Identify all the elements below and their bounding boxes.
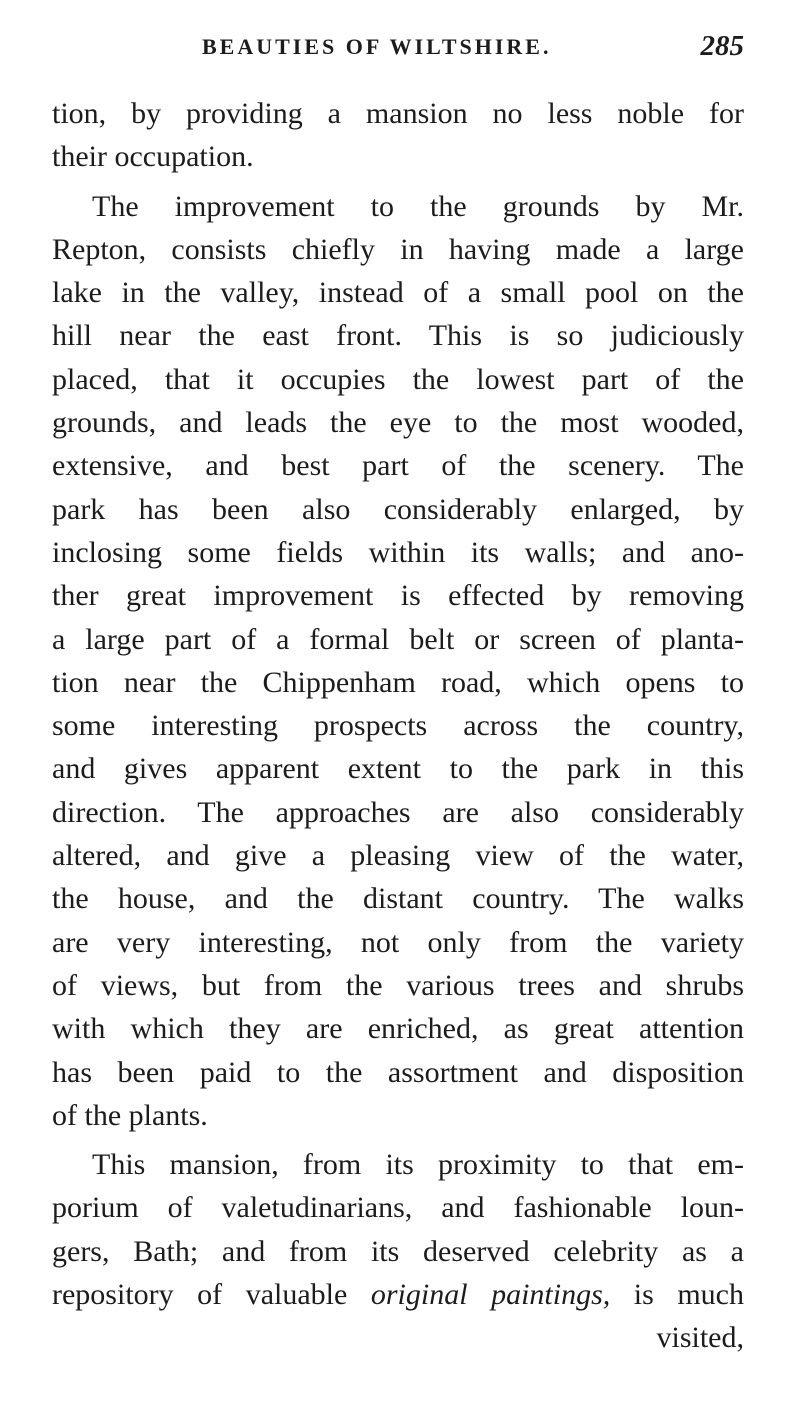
- text-line: and gives apparent extent to the park in this: [52, 752, 744, 786]
- text-line: tion near the Chippenham road, which opens to: [52, 665, 744, 699]
- text-line: inclosing some fields within its walls; and ano-: [52, 535, 744, 569]
- text-line: the house, and the distant country. The walks: [52, 882, 744, 916]
- text-line: extensive, and best part of the scenery. The: [52, 449, 744, 483]
- body-text: [52, 92, 744, 1360]
- text-line: hill near the east front. This is so judiciously: [52, 319, 744, 353]
- text-segment: is much: [610, 1278, 744, 1312]
- catchword: visited,: [656, 1321, 744, 1355]
- text-line: their occupation.: [52, 140, 254, 174]
- text-segment: repository of valuable: [52, 1278, 371, 1312]
- text-line: of views, but from the various trees and shrubs: [52, 968, 744, 1002]
- running-title: BEAUTIES OF WILTSHIRE.: [202, 34, 552, 59]
- page-number: 285: [700, 30, 744, 62]
- text-line: altered, and give a pleasing view of the water,: [52, 839, 744, 873]
- text-line: grounds, and leads the eye to the most wooded,: [52, 406, 744, 440]
- text-line: some interesting prospects across the country,: [52, 709, 744, 743]
- text-line: tion, by providing a mansion no less noble for: [52, 97, 744, 130]
- paragraph-first-line: This mansion, from its proximity to that em-: [92, 1148, 744, 1182]
- text-line-with-italics: [52, 1273, 744, 1316]
- text-line: of the plants.: [52, 1098, 208, 1132]
- text-line: with which they are enriched, as great attention: [52, 1012, 744, 1046]
- text-line: park has been also considerably enlarged, by: [52, 492, 744, 526]
- text-line: Repton, consists chiefly in having made a large: [52, 232, 744, 266]
- italic-phrase: original paintings,: [370, 1278, 611, 1312]
- text-line: has been paid to the assortment and disposition: [52, 1055, 744, 1089]
- text-line: placed, that it occupies the lowest part of the: [52, 362, 744, 396]
- text-line: porium of valetudinarians, and fashionable loun-: [52, 1191, 744, 1225]
- text-line: a large part of a formal belt or screen of planta-: [52, 622, 744, 656]
- text-line: are very interesting, not only from the variety: [52, 925, 744, 959]
- text-line: ther great improvement is effected by removing: [52, 579, 744, 613]
- text-line: direction. The approaches are also considerably: [52, 795, 744, 829]
- text-line: gers, Bath; and from its deserved celebrity as a: [52, 1234, 744, 1268]
- text-line: lake in the valley, instead of a small pool on the: [52, 276, 744, 310]
- paragraph-first-line: The improvement to the grounds by Mr.: [92, 189, 744, 223]
- running-head: [52, 30, 744, 74]
